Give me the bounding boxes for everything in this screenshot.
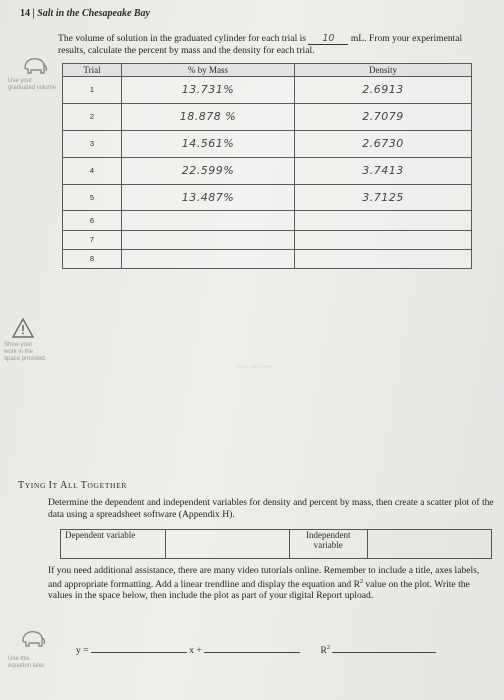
dependent-label: Dependent variable — [61, 530, 166, 559]
header-separator: | — [32, 8, 35, 19]
mass-cell: 13.731% — [122, 77, 295, 104]
header-trial: Trial — [63, 64, 122, 77]
density-cell: 3.7413 — [295, 157, 472, 184]
density-cell: 3.7125 — [295, 184, 472, 211]
trial-cell: 2 — [63, 103, 122, 130]
density-cell — [295, 249, 472, 268]
side-note-mid: Show your work in the space provided. — [4, 342, 47, 362]
table-row — [63, 249, 472, 268]
table-row — [63, 211, 472, 230]
trial-cell: 8 — [63, 249, 122, 268]
mass-cell: 22.599% — [122, 157, 295, 184]
header-mass: % by Mass — [122, 64, 295, 77]
faded-text: Show work here — [236, 364, 272, 370]
density-cell: 2.7079 — [295, 103, 472, 130]
y-label: y = — [76, 646, 89, 657]
trial-cell: 5 — [63, 184, 122, 211]
help-paragraph: If you need additional assistance, there are many video tutorials online. Remember to include a title, axes labels, and appropriate formatting. Add a linear trendline and display the equation and $R^2$ value on the plot. Write the values in the space below, then include the plot as part of your digital Report upload. — [48, 565, 480, 602]
independent-answer — [367, 530, 491, 559]
intro-paragraph: The volume of solution in the graduated cylinder for each trial is 10 mL. From your experimental results, calculate the percent by mass and the density for each trial. — [58, 33, 463, 56]
density-cell — [295, 211, 472, 230]
table-row — [63, 77, 472, 104]
section-title: TYING IT ALL TOGETHER — [18, 480, 128, 491]
elephant-icon — [20, 628, 46, 655]
header-density: Density — [295, 64, 472, 77]
table-row — [63, 130, 472, 157]
r2-blank[interactable] — [332, 652, 436, 653]
trial-cell: 4 — [63, 157, 122, 184]
trial-cell: 7 — [63, 230, 122, 249]
results-table — [62, 63, 472, 269]
mass-cell: 14.561% — [122, 130, 295, 157]
mass-cell: 13.487% — [122, 184, 295, 211]
mass-cell — [122, 249, 295, 268]
x-label: x + — [189, 646, 202, 657]
dependent-answer — [165, 530, 289, 559]
slope-blank[interactable] — [91, 652, 187, 653]
r2-label: $R^2$ — [320, 645, 330, 657]
equation-line — [76, 645, 476, 656]
side-note-top: Use your graduated volume — [8, 78, 57, 91]
trial-cell: 1 — [63, 77, 122, 104]
density-cell — [295, 230, 472, 249]
mass-cell — [122, 230, 295, 249]
intercept-blank[interactable] — [204, 652, 300, 653]
independent-label: Independent variable — [289, 530, 367, 559]
trial-cell: 6 — [63, 211, 122, 230]
trial-cell: 3 — [63, 130, 122, 157]
table-header-row — [63, 64, 472, 77]
side-note-bottom: Use this equation later. — [8, 656, 46, 669]
page-number: 14 — [20, 8, 30, 19]
mass-cell — [122, 211, 295, 230]
table-row — [63, 157, 472, 184]
warning-icon — [12, 318, 34, 343]
table-row — [63, 184, 472, 211]
density-cell: 2.6913 — [295, 77, 472, 104]
chapter-title: Salt in the Chesapeake Bay — [37, 8, 150, 19]
variables-table — [60, 529, 492, 559]
page-header — [20, 8, 150, 19]
table-row — [63, 103, 472, 130]
table-row — [63, 230, 472, 249]
volume-answer: 10 — [308, 33, 348, 45]
instructions-text: Determine the dependent and independent variables for density and percent by mass, then create a scatter plot of the data using a spreadsheet software (Appendix H). — [48, 497, 494, 520]
density-cell: 2.6730 — [295, 130, 472, 157]
mass-cell: 18.878 % — [122, 103, 295, 130]
